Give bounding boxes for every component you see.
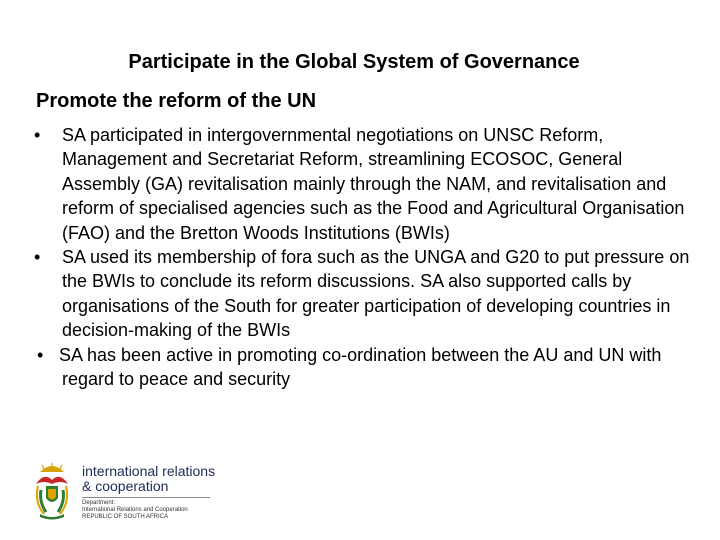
bullet-text: SA participated in intergovernmental negotiations on UNSC Reform, Management and Secretariat Reform, streamlining ECOSOC, General Assembly (GA) revitalisation mainly through the NAM, and revitalisation and reform of specialised agencies such as the Food and Agricultural Organisation (FAO) and the Bretton Woods Institutions (BWIs)	[62, 125, 685, 243]
slide-subtitle: Promote the reform of the UN	[36, 90, 317, 112]
brand-block	[82, 464, 222, 521]
brand-divider	[82, 497, 210, 498]
bullet-item	[0, 343, 720, 392]
department-label: Department:	[82, 500, 116, 506]
bullet-text: SA has been active in promoting co-ordination between the AU and UN with regard to peace and security	[59, 344, 662, 390]
bullet-marker: •	[37, 344, 44, 365]
bullet-item	[0, 123, 720, 245]
country-name: REPUBLIC OF SOUTH AFRICA	[82, 514, 169, 520]
department-name: International Relations and Cooperation	[82, 507, 188, 513]
slide-title: Participate in the Global System of Governance	[128, 51, 580, 73]
brand-name-line2: & cooperation	[82, 478, 169, 494]
bullet-marker: •	[34, 125, 41, 145]
bullet-marker: •	[34, 247, 41, 268]
department-logo	[30, 462, 220, 522]
bullet-text: SA used its membership of fora such as the UNGA and G20 to put pressure on the BWIs to conclude its reform discussions. SA also supported calls by organisations of the South for greater participation of developing countries in decision-making of the BWIs	[62, 247, 690, 341]
bullet-item	[0, 245, 720, 343]
bullet-list	[0, 123, 720, 391]
coat-of-arms-icon	[30, 462, 74, 520]
brand-name-line1: international relations	[82, 463, 216, 479]
